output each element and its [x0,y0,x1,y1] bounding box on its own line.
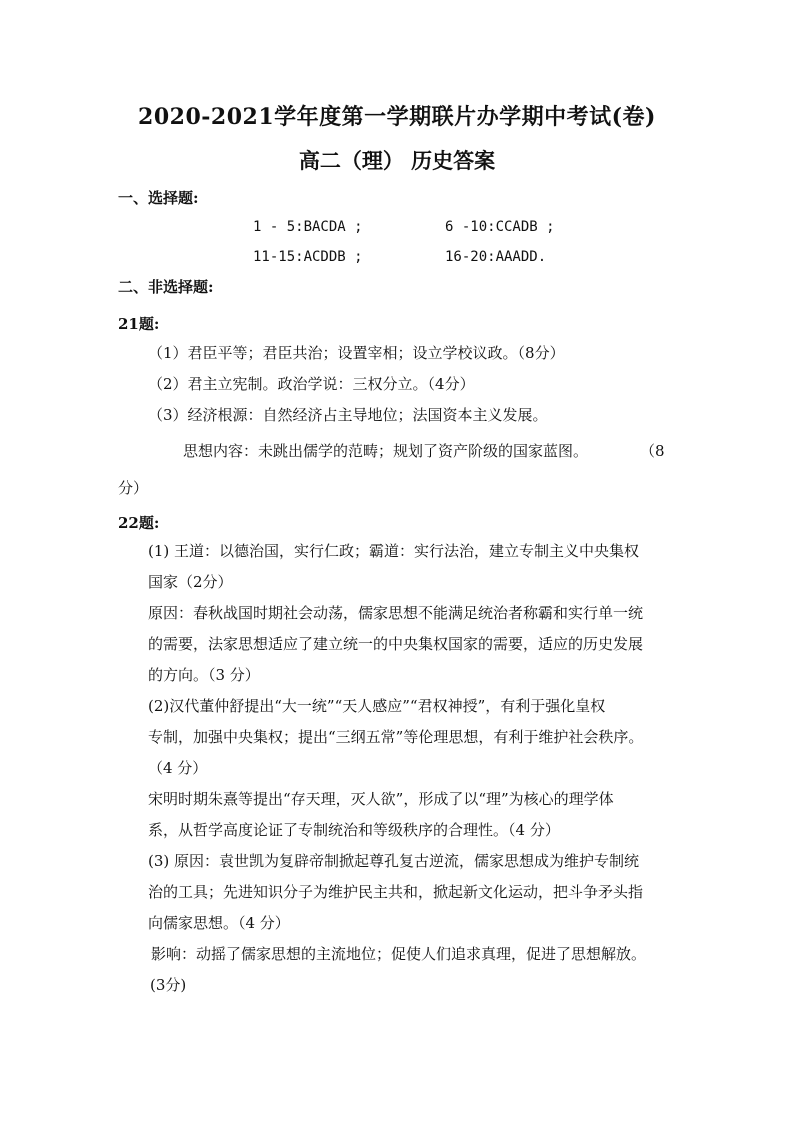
q22-line-5: 的方向。（3 分） [148,666,260,684]
document-title: 2020-2021学年度第一学期联片办学期中考试(卷) [138,104,656,130]
q22-line-7: 专制，加强中央集权；提出“三纲五常”等伦理思想，有利于维护社会秩序。 [148,728,644,746]
q21-part2: （2）君主立宪制。政治学说：三权分立。（4分） [148,375,475,393]
section-nonchoice-heading: 二、非选择题: [118,278,214,296]
q21-part3-thought: 思想内容：未跳出儒学的范畴；规划了资产阶级的国家蓝图。 [183,442,589,460]
question-22-heading: 22题: [118,514,160,532]
q22-line-3: 原因：春秋战国时期社会动荡，儒家思想不能满足统治者称霸和实行单一统 [148,604,644,622]
q22-line-6: (2)汉代董仲舒提出“大一统”“天人感应”“君权神授”，有利于强化皇权 [148,697,606,715]
choice-answers-1-5: 1 - 5:BACDA ; [253,219,363,235]
question-21-heading: 21题: [118,315,160,333]
q22-line-15: (3分) [150,976,187,994]
q22-line-2: 国家（2分） [148,573,233,591]
q21-part3: （3）经济根源：自然经济占主导地位；法国资本主义发展。 [148,406,548,424]
q22-line-4: 的需要，法家思想适应了建立统一的中央集权国家的需要，适应的历史发展 [148,635,644,653]
choice-answers-11-15: 11-15:ACDDB ; [253,249,363,265]
q21-part3-score: （8 [640,442,665,460]
q21-part1: （1）君臣平等；君臣共治；设置宰相；设立学校议政。（8分） [148,344,565,362]
q22-line-11: (3) 原因：袁世凯为复辟帝制掀起尊孔复古逆流，儒家思想成为维护专制统 [148,852,640,870]
q21-part3-score-cont: 分） [118,479,149,497]
q22-line-8: （4 分） [148,759,208,777]
document-subtitle: 高二（理） 历史答案 [298,148,496,173]
q22-line-12: 治的工具；先进知识分子为维护民主共和，掀起新文化运动，把斗争矛头指 [148,883,644,901]
q22-line-13: 向儒家思想。（4 分） [148,914,290,932]
choice-answers-6-10: 6 -10:CCADB ; [445,219,555,235]
q22-line-14: 影响：动摇了儒家思想的主流地位；促使人们追求真理，促进了思想解放。 [151,945,647,963]
section-choice-heading: 一、选择题: [118,189,199,207]
q22-line-1: (1) 王道：以德治国，实行仁政；霸道：实行法治，建立专制主义中央集权 [148,542,640,560]
q22-line-9: 宋明时期朱熹等提出“存天理，灭人欲”，形成了以“理”为核心的理学体 [148,790,614,808]
q22-line-10: 系，从哲学高度论证了专制统治和等级秩序的合理性。（4 分） [148,821,560,839]
choice-answers-16-20: 16-20:AAADD. [445,249,547,265]
